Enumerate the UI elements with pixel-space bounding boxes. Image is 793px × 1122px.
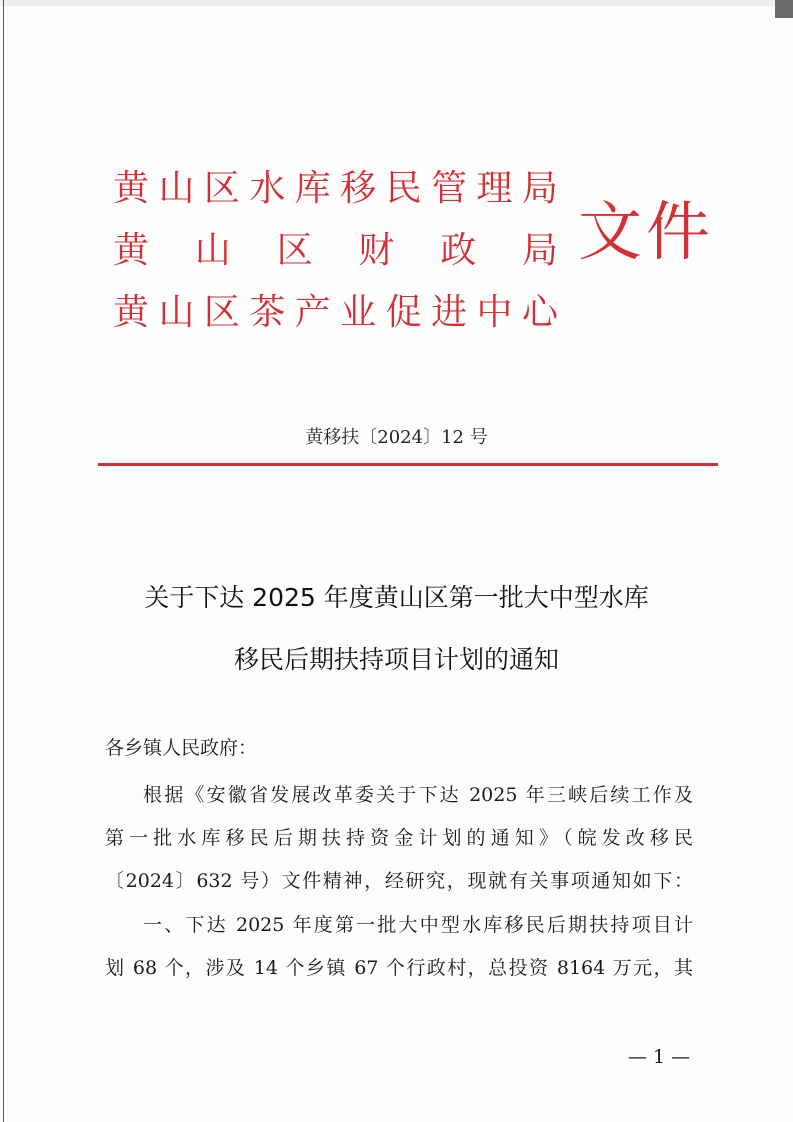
- document-title-line-1: 关于下达 2025 年度黄山区第一批大中型水库: [144, 583, 649, 612]
- issuer-line-tea-center: [113, 290, 558, 336]
- salutation: 各乡镇人民政府：: [105, 737, 258, 759]
- issuer-char: 促: [385, 292, 422, 333]
- document-number: 黄移扶〔2024〕12 号: [305, 427, 488, 448]
- paragraph-2-line-1: 一、下达 2025 年度第一批大中型水库移民后期扶持项目计: [143, 914, 693, 936]
- scan-corner-mark: [775, 0, 793, 18]
- issuer-char: 山: [194, 230, 231, 271]
- issuer-char: 心: [521, 292, 558, 333]
- issuer-line-water-bureau: [113, 166, 558, 212]
- issuer-char: 移: [340, 168, 377, 209]
- issuer-char: 黄: [113, 230, 150, 271]
- scan-edge-left: [3, 0, 4, 1122]
- page-number: — 1 —: [628, 1046, 691, 1068]
- issuer-char: 区: [203, 168, 240, 209]
- issuer-char: 山: [158, 292, 195, 333]
- document-title-line-2: 移民后期扶持项目计划的通知: [233, 645, 559, 674]
- issuer-char: 山: [158, 168, 195, 209]
- issuer-char: 政: [440, 230, 477, 271]
- paragraph-1-line-1: 根据《安徽省发展改革委关于下达 2025 年三峡后续工作及: [143, 784, 693, 806]
- issuer-char: 区: [203, 292, 240, 333]
- issuer-char: 民: [385, 168, 422, 209]
- issuer-char: 黄: [113, 168, 150, 209]
- document-word: 文件: [578, 196, 714, 270]
- issuer-char: 理: [476, 168, 513, 209]
- paragraph-2-line-2: 划 68 个，涉及 14 个乡镇 67 个行政村，总投资 8164 万元，其: [105, 957, 693, 979]
- issuer-char: 产: [294, 292, 331, 333]
- issuer-char: 管: [431, 168, 468, 209]
- issuer-char: 局: [521, 168, 558, 209]
- paragraph-1-line-2: 第一批水库移民后期扶持资金计划的通知》（皖发改移民: [105, 827, 693, 849]
- issuer-char: 财: [358, 230, 395, 271]
- issuer-char: 水: [249, 168, 286, 209]
- issuer-char: 业: [340, 292, 377, 333]
- issuer-char: 库: [294, 168, 331, 209]
- issuer-char: 中: [476, 292, 513, 333]
- issuer-line-finance-bureau: [113, 228, 558, 274]
- scan-edge-top: [0, 0, 793, 6]
- issuer-char: 区: [276, 230, 313, 271]
- issuer-char: 局: [521, 230, 558, 271]
- issuer-char: 茶: [249, 292, 286, 333]
- issuer-char: 黄: [113, 292, 150, 333]
- paragraph-1-line-3: 〔2024〕632 号）文件精神，经研究，现就有关事项通知如下：: [105, 870, 693, 892]
- issuer-char: 进: [431, 292, 468, 333]
- red-divider-line: [98, 463, 718, 466]
